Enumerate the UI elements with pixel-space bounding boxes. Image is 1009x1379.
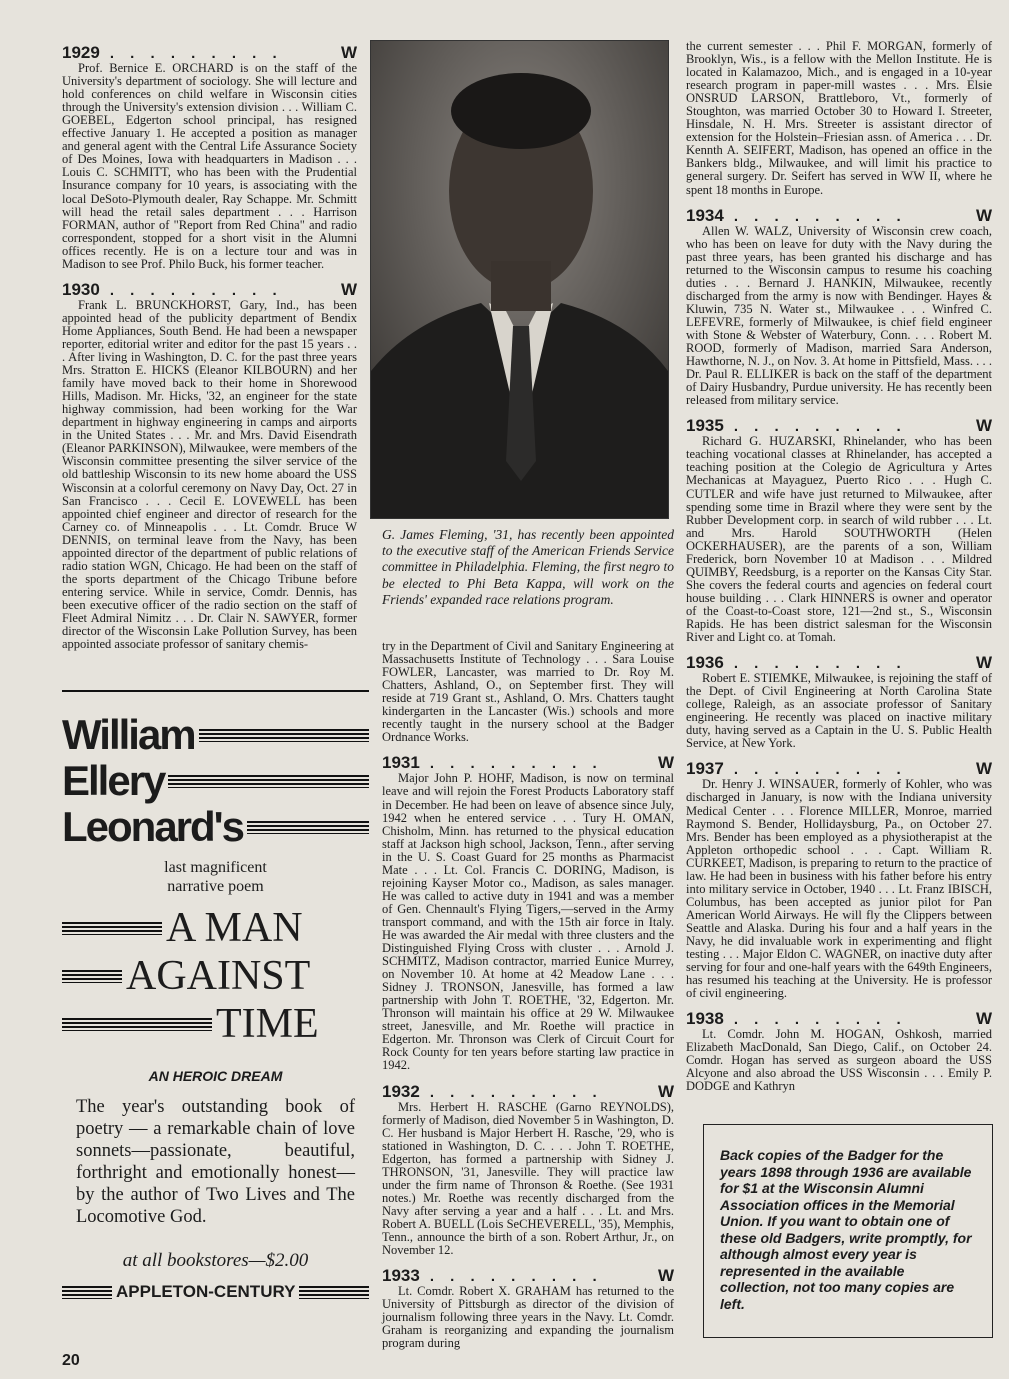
class-notes: the current semester . . . Phil F. MORGAN, formerly of Brooklyn, Wis., is a fellow with the Mellon Institute. He is located in Kalamazoo, Mich., and is engaged in a 10-year research program in paper-mill wastes . . . Mrs. Elsie ONSRUD LARSON, Brattleboro, Vt., formerly of Stoughton, was married October 30 to Howard I. Streeter, Hinsdale, N. H. Mrs. Streeter is assistant director of extension for the Holstein–Friesian assn. of America . . . Dr. Kennth A. SEIFERT, Madison, has opened an office in the Bankers bldg., Milwaukee, and will limit his practice to general surgery. Dr. Seifert has served in WW II, where he spent 18 months in Europe. (686, 39, 992, 197)
title-line-3: TIME (62, 1000, 369, 1048)
title-line-2: AGAINST (62, 952, 369, 1000)
section-1938 (686, 1009, 992, 1094)
author-line-3: Leonard's (62, 804, 369, 850)
class-notes: Lt. Comdr. Robert X. GRAHAM has returned to the University of Pittsburgh as director of the division of journalism following three years in the Navy. Lt. Comdr. Graham is reorganizing and expanding the journalism program during (382, 1284, 674, 1351)
section-1934 (686, 205, 992, 408)
class-notes: Prof. Bernice E. ORCHARD is on the staff of the University's department of sociology. She will lecture and hold conferences on child welfare in Wisconsin cities through the University's extension division . . . William C. GOEBEL, Edgerton school principal, has resigned effective January 1. He accepted a position as manager and general agent with the Central Life Assurance Society of Des Moines, Iowa with headquarters in Madison . . . Louis C. SCHMITT, who has been with the Prudential Insurance company for 10 years, is associating with the local DeSoto-Plymouth dealer, Ray Schappe. Mr. Schmitt will head the retail sales department . . . Harrison FORMAN, author of "Report from Red China" and radio correspondent, stopped for a short visit in the Alumni offices recently. He is on a lecture tour and was in Madison to see Prof. Philo Buck, his former teacher. (62, 61, 357, 271)
class-heading: 1937 . . . . . . . . . W (686, 759, 992, 779)
author-line-1: William (62, 712, 369, 758)
column-1 (62, 43, 357, 652)
page-number: 20 (62, 1352, 80, 1369)
class-heading: 1938 . . . . . . . . . W (686, 1009, 992, 1029)
ad-price: at all bookstores—$2.00 (122, 1250, 309, 1271)
ad-tagline: AN HEROIC DREAM (148, 1068, 283, 1084)
class-notes: Lt. Comdr. John M. HOGAN, Oshkosh, married Elizabeth MacDonald, San Diego, Calif., on October 24. Comdr. Hogan has served as surgeon aboard the USS Alcyone and also abroad the USS Wisconsin . . . Emily P. DODGE and Kathryn (686, 1027, 992, 1094)
photo-caption: G. James Fleming, '31, has recently been appointed to the executive staff of the American Friends Service committee in Philadelphia. Fleming, the first negro to be elected to Phi Beta Kappa, will work on the Friends' expanded race relations program. (382, 527, 674, 607)
portrait-photo (370, 40, 669, 519)
title-line-1: A MAN (62, 904, 369, 952)
class-heading: 1932 . . . . . . . . . W (382, 1081, 674, 1101)
class-notes: Major John P. HOHF, Madison, is now on terminal leave and will rejoin the Forest Products Laboratory staff in December. He had been on leave of absence since July, 1942 when he entered service . . . Tury H. OMAN, Chisholm, Minn. has returned to the physical education staff at Jackson high school, Jackson, Tenn., after serving in the U. S. Coast Guard for 25 months as Pharmacist Mate . . . Lt. Col. Francis C. DORING, Madison, is rejoining Kayser Motor co., Madison, as sales manager. He was called to active duty in 1941 and was a member of Gen. Chennault's Flying Tigers,—served in the Army transport command, and with the 15th air force in Italy. He was awarded the Air medal with three clusters and the Distinguished Flying Cross with cluster . . . Arnold J. SCHMITZ, Madison contractor, married Eunice Murrey, on November 10. At home at 42 Meadow Lane . . . Sidney J. TRONSON, Janesville, has formed a law partnership with John T. ROETHE, '32, Edgerton. Mr. Thronson will maintain his office at 29 W. Milwaukee street, Janesville, and Mr. Roethe will practice in Edgerton. Mr. Thronson was Clerk of Circuit Court for Rock County for ten years before starting law practice in 1942. (382, 771, 674, 1073)
section-continued (686, 40, 992, 197)
class-notes: Allen W. WALZ, University of Wisconsin crew coach, who has been on leave for duty with the Navy during the past three years, has been granted his discharge and has returned to the Wisconsin campus to resume his coaching duties . . . Bernard J. HANKIN, Milwaukee, recently discharged from the army is now with Bendinger. Hayes & Kluwin, 735 N. Water st., Milwaukee . . . Winfred C. LEFEVRE, formerly of Milwaukee, is chief field engineer with Stone & Webster of Waterbury, Conn. . . . Robert M. ROOD, formerly of Madison, married Sara Anderson, Hawthorne, N. J., on Nov. 3. At home in Pittsfield, Mass. . . . Dr. Paul R. ELLIKER is back on the staff of the department of Dairy Husbandry, Purdue university. He has recently been released from military service. (686, 223, 992, 408)
column-3 (686, 40, 992, 1094)
class-heading: 1929 . . . . . . . . . W (62, 43, 357, 62)
section-1930 (62, 279, 357, 652)
column-2 (382, 640, 674, 1350)
portrait-illustration (371, 41, 668, 518)
section-1933 (382, 1266, 674, 1351)
class-heading: 1936 . . . . . . . . . W (686, 653, 992, 673)
class-notes: Dr. Henry J. WINSAUER, formerly of Kohler, who was discharged in January, is now with the Indiana university Medical Center . . . Florence MILLER, Monroe, married Raymond S. Bender, Hollidaysburg, Pa., on October 27. Mrs. Bender has been employed as a physiotherapist at the Appleton orthopedic school . . . Capt. William R. CURKEET, Madison, is preparing to return to the practice of law. He had been in business with his father before his entry into military service in October, 1940 . . . Lt. Franz IBISCH, Columbus, has been accepted as junior pilot for Pan American World Airways. He will fly the Clippers between Seattle and Alaska. During his four and a half years in the Navy, he did invaluable work in experimenting and flight testing . . . Major Eldon C. WAGNER, on inactive duty after serving for four and one-half years with the 649th Engineers, has resumed his teaching at the University. He is professor of civil engineering. (686, 777, 992, 1001)
section-1936 (686, 653, 992, 751)
ad-subtitle: last magnificent narrative poem (164, 859, 267, 895)
section-1929 (62, 43, 357, 271)
class-notes: Robert E. STIEMKE, Milwaukee, is rejoining the staff of the Dept. of Civil Engineering at North Carolina State college, Raleigh, as an associate professor of Sanitary engineering. He recently was placed on inactive military duty, having served as a Captain in the U. S. Public Health Service, at New York. (686, 671, 992, 751)
section-continued (382, 640, 674, 744)
section-1937 (686, 759, 992, 1001)
class-heading: 1930 . . . . . . . . . W (62, 279, 357, 299)
publisher-line: APPLETON-CENTURY (62, 1282, 369, 1302)
class-notes: Mrs. Herbert H. RASCHE (Garno REYNOLDS), formerly of Madison, died November 5 in Washington, D. C. Her husband is Major Herbert H. Rasche, '29, who is stationed in Washington, D. C. . . . John T. ROETHE, Edgerton, has formed a partnership with Sidney J. THRONSON, '31, Janesville. They will practice law under the firm name of Thronson & Roethe. (See 1931 notes.) Mr. Roethe was recently discharged from the Navy after serving a year and a half . . . Lt. and Mrs. Robert A. BUELL (Lois SeCHEVERELL, '35), Memphis, Tenn., announce the birth of a son. Robert Arthur, Jr., on November 12. (382, 1099, 674, 1258)
section-1935 (686, 416, 992, 645)
class-heading: 1931 . . . . . . . . . W (382, 753, 674, 773)
class-notes: Frank L. BRUNCKHORST, Gary, Ind., has been appointed head of the publicity department of Bendix Home Appliances, South Bend. He had been a newspaper reporter, editorial writer and editor for the past 15 years . . . After living in Washington, D. C. for the past three years Mrs. Stratton E. HICKS (Eleanor KILBOURN) and her family have moved back to their home in Shorewood Hills, Madison. Mr. Hicks, '32, an engineer for the state highway commission, had been working for the War department in highway engineering in camps and airports in the United States . . . Mr. and Mrs. David Eisendrath (Eleanor PARKINSON), Milwaukee, were members of the Wisconsin committee presenting the silver service of the old battleship Wisconsin to its new home aboard the USS Wisconsin at a colorful ceremony on Navy Day, Oct. 27 in San Francisco . . . Cecil E. LOVEWELL has been appointed chief engineer and director of research for the Carney co. of Minneapolis . . . Lt. Comdr. Bruce W DENNIS, on terminal leave from the Navy, has been appointed director of the department of public relations of radio station WGN, Chicago. He had been on the staff of the sports department of the Chicago Tribune before entering service. While in service, Comdr. Dennis, has been executive officer of the radio section on the staff of Fleet Admiral Nimitz . . . Dr. Clair N. SAWYER, former director of the Wisconsin Lake Pollution Survey, has been appointed associate professor of sanitary chemis- (62, 297, 357, 652)
back-copies-notice: Back copies of the Badger for the years 1898 through 1936 are available for $1 at the Wisconsin Alumni Association offices in the Memorial Union. If you want to obtain one of these old Badgers, write promptly, for although almost every year is represented in the available collection, not too many copies are left. (703, 1124, 993, 1338)
class-heading: 1933 . . . . . . . . . W (382, 1266, 674, 1286)
section-1932 (382, 1081, 674, 1258)
class-notes: Richard G. HUZARSKI, Rhinelander, who has been teaching vocational classes at Rhinelander, has accepted a teaching position at the Colegio de Agricultura y Artes Mechanicas at Mayaguez, Puerto Rico . . . Hugh C. CUTLER and wife have just returned to Milwaukee, after spending some time in Brazil where they were sent by the Rubber Development corp. in search of wild rubber . . . Lt. and Mrs. Harold SOUTHWORTH (Helen OCKERHAUSER), are the parents of a son, William Frederick, born November 10 at Madison . . . Mildred QUIMBY, Reedsburg, is a reporter on the Kansas City Star. She covers the federal courts and agencies on federal court house building . . . Clark HINNERS is owner and operator of the Coast-to-Coast store, 121—2nd st., S., Wisconsin Rapids. He has been district salesman for the Wisconsin River and Light co. at Tomah. (686, 434, 992, 645)
ad-blurb: The year's outstanding book of poetry — a remarkable chain of love sonnets—passionate, beautiful, forthright and emotionally honest—by the author of Two Lives and The Locomotive God. (76, 1097, 355, 1227)
book-advertisement (62, 690, 369, 1342)
class-heading: 1934 . . . . . . . . . W (686, 205, 992, 225)
author-line-2: Ellery (62, 758, 369, 804)
class-notes: try in the Department of Civil and Sanitary Engineering at Massachusetts Institute of Technology . . . Sara Louise FOWLER, Lancaster, was married to Dr. Roy M. Chatters, Ashland, O., on September first. They will reside at 719 Grant st., Ashland, O. Mrs. Chatters taught kindergarten in the Lancaster (Wis.) schools and more recently taught in the nursery school at the Badger Ordnance Works. (382, 639, 674, 745)
class-heading: 1935 . . . . . . . . . W (686, 416, 992, 436)
section-1931 (382, 753, 674, 1073)
